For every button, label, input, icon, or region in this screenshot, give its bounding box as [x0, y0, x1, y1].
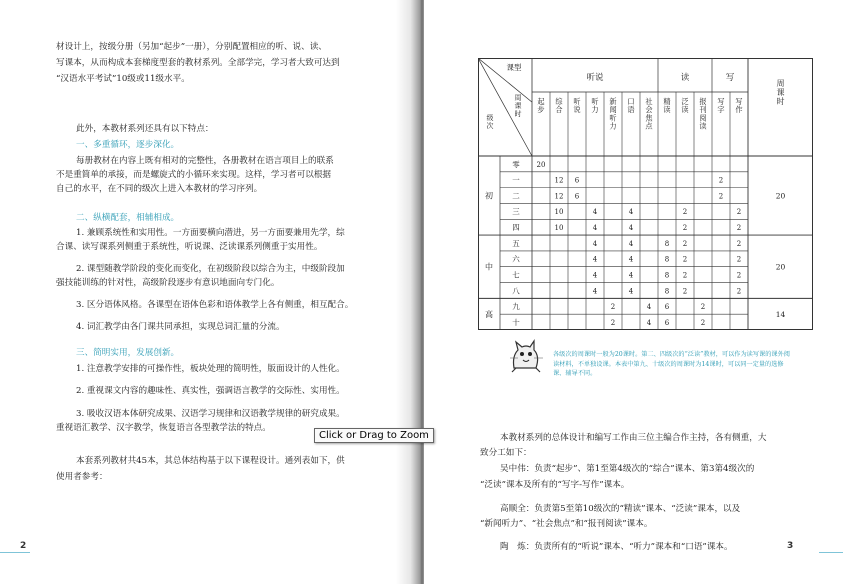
- cell-10-5: 2: [610, 303, 616, 312]
- weekly-hours-header: 周: [776, 79, 785, 88]
- cell-5-2: 10: [554, 224, 564, 233]
- cell-2-3: 6: [574, 176, 580, 185]
- page-number-left: 2: [20, 541, 27, 551]
- cell-3-3: 6: [574, 192, 580, 201]
- cell-8-8: 8: [664, 271, 670, 280]
- cell-11-8: 6: [664, 318, 670, 327]
- cell-11-10: 2: [700, 318, 706, 327]
- cell-5-4: 4: [592, 224, 598, 233]
- cell-9-8: 8: [664, 287, 670, 296]
- weekly-hours-header: 时: [776, 97, 785, 106]
- level-label-6: 五: [512, 238, 520, 248]
- cell-4-2: 10: [554, 208, 564, 217]
- column-header-10: 报: [699, 97, 707, 106]
- level-group-3: 高: [485, 310, 493, 320]
- editor-1-line-2: “泛读”课本及所有的“写字-写作”课本。: [480, 480, 630, 490]
- footer-rule-left: [0, 552, 30, 553]
- cell-9-6: 4: [628, 287, 634, 296]
- cell-8-9: 2: [682, 271, 688, 280]
- level-label-8: 七: [512, 270, 520, 280]
- column-header-10: 读: [699, 121, 707, 131]
- cell-7-12: 2: [736, 255, 742, 264]
- cell-7-8: 8: [664, 255, 670, 264]
- staff-intro-line-2: 致分工如下：: [480, 448, 532, 458]
- group-header-3: 写: [725, 73, 735, 83]
- heading-2: 二、纵横配套，相辅相成。: [76, 213, 180, 223]
- level-label-11: 十: [512, 317, 520, 327]
- cell-10-8: 6: [664, 303, 670, 312]
- closing-line-2: 使用者参考：: [56, 472, 108, 482]
- item-2-line-1: 2. 课型随教学阶段的变化而变化，在初级阶段以综合为主，中级阶段加: [76, 264, 345, 274]
- column-header-2: 综: [555, 97, 563, 106]
- intro-line-1: 材设计上，按级分册（另加“起步”一册），分别配置相应的听、说、读、: [56, 42, 327, 52]
- cell-5-6: 4: [628, 224, 634, 233]
- cell-4-6: 4: [628, 208, 634, 217]
- column-header-12: 写: [735, 97, 743, 106]
- item-3-1: 1. 注意教学安排的可操作性，板块处理的简明性，版面设计的人性化。: [76, 364, 345, 374]
- h1-body-3: 自己的水平，在不同的级次上进入本教材的学习序列。: [56, 184, 263, 194]
- corner-label-hours: 时: [514, 110, 522, 118]
- intro-line-3: “汉语水平考试”10级或11级水平。: [56, 74, 190, 84]
- cell-9-12: 2: [736, 287, 742, 296]
- cell-6-6: 4: [628, 239, 634, 248]
- column-header-3: 听: [573, 97, 581, 106]
- column-header-11: 写: [717, 97, 725, 106]
- level-label-9: 八: [512, 286, 520, 296]
- column-header-2: 合: [555, 105, 563, 115]
- editor-1-line-1: 吴中伟：负责“起步”、第1至第4级次的“综合”课本、第3第4级次的: [500, 464, 755, 474]
- item-1-line-2: 合课、读写课系列侧重于系统性，听说课、泛读课系列侧重于实用性。: [56, 242, 323, 252]
- level-label-1: 零: [512, 159, 520, 169]
- cell-4-12: 2: [736, 208, 742, 217]
- cell-10-10: 2: [700, 303, 706, 312]
- corner-label-level: 次: [486, 122, 494, 130]
- cell-11-7: 4: [646, 318, 652, 327]
- left-page[interactable]: [0, 0, 418, 584]
- heading-3: 三、简明实用，发展创新。: [76, 348, 180, 358]
- cell-7-6: 4: [628, 255, 634, 264]
- editor-2-line-1: 高顺全：负责第5至第10级次的“精读”课本、“泛读”课本，以及: [500, 504, 741, 514]
- column-header-7: 会: [645, 105, 653, 115]
- h1-body-2: 不是重简单的承接，而是螺旋式的小循环来实现。这样，学习者可以根据: [56, 170, 332, 180]
- weekly-total-1: 20: [775, 191, 786, 201]
- column-header-5: 新: [609, 97, 617, 106]
- column-header-4: 力: [591, 105, 599, 115]
- corner-label-type: 课型: [506, 63, 522, 72]
- level-label-10: 九: [512, 302, 520, 312]
- column-header-1: 步: [537, 105, 545, 115]
- column-header-7: 社: [645, 97, 653, 106]
- column-header-7: 焦: [645, 113, 653, 123]
- column-header-6: 口: [627, 97, 635, 106]
- cell-9-9: 2: [682, 287, 688, 296]
- group-header-2: 读: [680, 73, 690, 83]
- item-3-2: 2. 重视课文内容的趣味性、真实性，强调语言教学的交际性、实用性。: [76, 386, 345, 396]
- corner-label-hours: 周: [514, 94, 522, 102]
- column-header-5: 闻: [609, 105, 617, 115]
- cell-9-4: 4: [592, 287, 598, 296]
- column-header-9: 读: [681, 105, 689, 115]
- column-header-11: 字: [717, 105, 725, 115]
- closing-line-1: 本套系列教材共45本，其总体结构基于以下课程设计。通列表如下，供: [76, 456, 345, 466]
- cell-11-5: 2: [610, 318, 616, 327]
- editor-2-line-2: “新闻听力”、“社会焦点”和“报刊阅读”课本。: [480, 519, 653, 529]
- table-footnote: 各级次的周课时一般为20课时。第二、四级次的“泛读”教材，可以作为读写课的课外阅读材料，不单独设课。本表中第九、十级次的周课时为14课时，可以同一定量的选修课、辅导不同。: [553, 351, 790, 377]
- h1-body-1: 每册教材在内容上既有相对的完整性，各册教材在语言项目上的联系: [76, 156, 334, 166]
- right-page[interactable]: [424, 0, 843, 584]
- weekly-hours-header: 课: [776, 88, 785, 97]
- item-2-line-2: 强技能训练的针对性，高级阶段逐步有意识地面向专门化。: [56, 278, 280, 288]
- cell-6-9: 2: [682, 239, 688, 248]
- column-header-10: 刊: [699, 105, 707, 115]
- cell-6-12: 2: [736, 239, 742, 248]
- level-label-5: 四: [512, 223, 520, 233]
- corner-label-level: 级: [486, 114, 494, 122]
- level-label-4: 三: [512, 207, 520, 217]
- cell-5-12: 2: [736, 224, 742, 233]
- heading-1: 一、多重循环，逐步深化。: [76, 140, 180, 150]
- cell-2-2: 12: [554, 176, 564, 185]
- cell-7-4: 4: [592, 255, 598, 264]
- corner-label-hours: 课: [514, 102, 522, 110]
- cell-3-2: 12: [554, 192, 564, 201]
- cell-10-7: 4: [646, 303, 652, 312]
- column-header-7: 点: [645, 121, 653, 131]
- column-header-9: 泛: [681, 97, 689, 106]
- item-4: 4. 词汇教学由各门课共同承担，实现总词汇量的分流。: [76, 322, 285, 332]
- cell-8-12: 2: [736, 271, 742, 280]
- cell-8-4: 4: [592, 271, 598, 280]
- column-header-5: 力: [609, 121, 617, 131]
- cell-8-6: 4: [628, 271, 634, 280]
- page-number-right: 3: [787, 541, 794, 551]
- cell-7-9: 2: [682, 255, 688, 264]
- cell-4-9: 2: [682, 208, 688, 217]
- item-3-3-line-1: 3. 吸收汉语本体研究成果、汉语学习规律和汉语教学规律的研究成果。: [76, 409, 345, 419]
- column-header-3: 说: [573, 105, 581, 115]
- cell-3-11: 2: [718, 192, 724, 201]
- level-label-2: 一: [512, 175, 520, 185]
- weekly-total-2: 20: [775, 262, 786, 272]
- weekly-total-3: 14: [775, 310, 786, 320]
- column-header-12: 作: [735, 105, 743, 115]
- footer-rule-right: [819, 552, 843, 553]
- features-intro: 此外，本教材系列还具有以下特点：: [76, 124, 214, 134]
- staff-intro-line-1: 本教材系列的总体设计和编写工作由三位主编合作主持，各有侧重，大: [500, 433, 767, 443]
- column-header-1: 起: [537, 97, 545, 106]
- cell-6-4: 4: [592, 239, 598, 248]
- column-header-6: 语: [627, 105, 635, 115]
- cell-6-8: 8: [664, 239, 670, 248]
- column-header-8: 读: [663, 105, 671, 115]
- level-group-2: 中: [485, 262, 493, 272]
- cell-2-11: 2: [718, 176, 724, 185]
- course-table: [478, 58, 813, 330]
- cell-5-9: 2: [682, 224, 688, 233]
- level-label-3: 二: [512, 191, 520, 201]
- column-header-10: 阅: [699, 113, 707, 123]
- column-header-4: 听: [591, 97, 599, 106]
- intro-line-2: 写课本，从而构成本套梯度型套的教材系列。全部学完，学习者大致可达到: [56, 58, 340, 68]
- cell-1-1: 20: [536, 160, 546, 169]
- header-diagonal: [478, 58, 532, 156]
- item-1-line-1: 1. 兼顾系统性和实用性。一方面要横向潜进，另一方面要兼用先学，综: [76, 228, 345, 238]
- item-3: 3. 区分语体风格。各课型在语体色彩和语体教学上各有侧重，相互配合。: [76, 300, 354, 310]
- level-group-1: 初: [485, 191, 493, 201]
- header-diagonal-2: [478, 58, 532, 102]
- cell-4-4: 4: [592, 208, 598, 217]
- column-header-5: 听: [609, 113, 617, 123]
- zoom-tooltip[interactable]: Click or Drag to Zoom: [314, 428, 434, 443]
- group-header-1: 听说: [586, 73, 604, 83]
- editor-3: 陶 炼：负责所有的“听说”课本、“听力”课本和“口语”课本。: [500, 542, 733, 552]
- item-3-3-line-2: 重视语汇教学、汉字教学，恢复语言各型教学法的特点。: [56, 423, 271, 433]
- level-label-7: 六: [512, 254, 520, 264]
- column-header-8: 精: [663, 97, 671, 106]
- cartoon-cat-icon: [506, 338, 546, 374]
